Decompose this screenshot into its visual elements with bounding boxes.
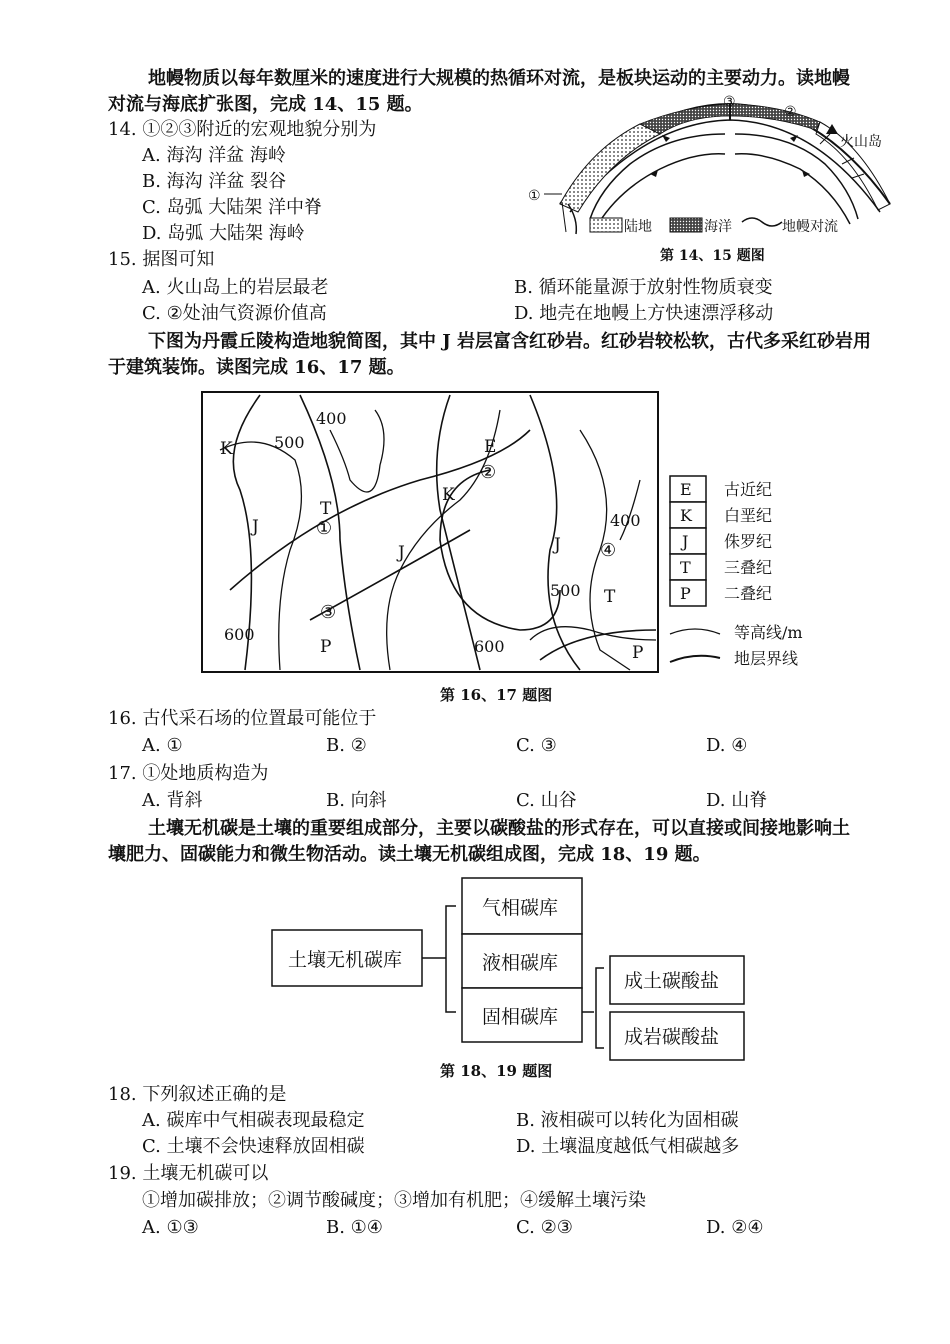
stratum-J-center: J [398, 543, 405, 563]
bracket-right [596, 968, 604, 1048]
stratum-J-west: J [252, 517, 259, 537]
volcano-island-label: 火山岛 [840, 134, 882, 150]
contour-label-600-south: 600 [474, 637, 505, 656]
question-15-option-b: B. 循环能量源于放射性物质衰变 [514, 277, 773, 298]
legend-name-P: 二叠纪 [724, 584, 773, 603]
intro-paragraph-1-line-1: 地幔物质以每年数厘米的速度进行大规模的热循环对流，是板块运动的主要动力。读地幔 [148, 68, 850, 89]
question-17-stem: 17. ①处地质构造为 [108, 763, 269, 784]
stratum-P-south: P [320, 637, 332, 657]
legend-mantle-symbol [742, 218, 782, 226]
question-16-stem: 16. 古代采石场的位置最可能位于 [108, 708, 377, 729]
label-liquid-carbon-pool: 液相碳库 [482, 952, 559, 974]
legend-code-P: P [680, 584, 691, 603]
legend-land-swatch [590, 218, 622, 232]
question-19-option-d: D. ②④ [706, 1217, 764, 1238]
question-18-option-c: C. 土壤不会快速释放固相碳 [142, 1136, 365, 1157]
contour-label-400-north: 400 [316, 409, 347, 428]
legend-contour-label: 等高线/m [734, 623, 803, 642]
question-16-option-b: B. ② [326, 735, 367, 756]
site-1: ① [316, 518, 333, 539]
label-solid-carbon-pool: 固相碳库 [482, 1006, 559, 1028]
legend-code-T: T [680, 558, 691, 577]
question-15-stem: 15. 据图可知 [108, 249, 215, 270]
question-18-stem: 18. 下列叙述正确的是 [108, 1084, 287, 1105]
legend-name-K: 白垩纪 [724, 506, 773, 525]
legend-code-K: K [680, 506, 692, 525]
intro-paragraph-3-line-1: 土壤无机碳是土壤的重要组成部分，主要以碳酸盐的形式存在，可以直接或间接地影响土 [148, 818, 850, 839]
question-14-option-b: B. 海沟 洋盆 裂谷 [142, 171, 287, 192]
question-15-option-d: D. 地壳在地幔上方快速漂浮移动 [514, 303, 774, 324]
land-left [560, 124, 660, 212]
contour-label-500-east: 500 [550, 581, 581, 600]
label-3: ③ [723, 94, 736, 110]
label-gas-carbon-pool: 气相碳库 [482, 897, 559, 919]
figure-18-19-caption: 第 18、19 题图 [440, 1062, 553, 1080]
intro-paragraph-1-line-2: 对流与海底扩张图，完成 14、15 题。 [108, 94, 423, 115]
question-17-option-b: B. 向斜 [326, 790, 387, 811]
question-18-option-d: D. 土壤温度越低气相碳越多 [516, 1136, 740, 1157]
stratum-T-center: T [320, 499, 332, 519]
stratum-K-northwest: K [220, 439, 233, 459]
question-19-statements: ①增加碳排放；②调节酸碱度；③增加有机肥；④缓解土壤污染 [142, 1190, 646, 1211]
label-soil-carbonate: 成土碳酸盐 [624, 970, 720, 992]
figure-16-17-caption: 第 16、17 题图 [440, 686, 553, 704]
contour-label-600-west: 600 [224, 625, 255, 644]
legend-land-label: 陆地 [624, 219, 652, 235]
legend-mantle-label: 地幔对流 [782, 219, 838, 235]
label-2: ② [784, 104, 797, 120]
stratum-E-north: E [484, 437, 497, 457]
soil-inorganic-carbon-diagram [260, 872, 780, 1062]
legend-boundary-label: 地层界线 [734, 649, 799, 668]
legend-name-J: 侏罗纪 [724, 532, 773, 551]
contour-label-400-east: 400 [610, 511, 641, 530]
legend-name-T: 三叠纪 [724, 558, 773, 577]
stratum-P-southeast: P [632, 643, 644, 663]
question-16-option-d: D. ④ [706, 735, 748, 756]
site-3: ③ [320, 602, 337, 623]
label-soil-inorganic-carbon-pool: 土壤无机碳库 [288, 949, 403, 971]
intro-paragraph-3-line-2: 壤肥力、固碳能力和微生物活动。读土壤无机碳组成图，完成 18、19 题。 [108, 844, 711, 865]
question-17-option-c: C. 山谷 [516, 790, 577, 811]
question-14-option-c: C. 岛弧 大陆架 洋中脊 [142, 197, 323, 218]
legend-boundary-symbol [670, 656, 720, 662]
question-19-option-b: B. ①④ [326, 1217, 383, 1238]
intro-paragraph-2-line-1: 下图为丹霞丘陵构造地貌简图，其中 J 岩层富含红砂岩。红砂岩较松软，古代多采红砂岩用 [148, 331, 872, 352]
question-15-option-c: C. ②处油气资源价值高 [142, 303, 327, 324]
question-14-stem: 14. ①②③附近的宏观地貌分别为 [108, 119, 377, 140]
question-16-option-a: A. ① [142, 735, 183, 756]
question-19-option-c: C. ②③ [516, 1217, 573, 1238]
question-17-option-a: A. 背斜 [142, 790, 203, 811]
legend-code-E: E [680, 480, 692, 499]
legend-contour-symbol [670, 629, 720, 634]
stratum-K-center: K [442, 485, 455, 505]
question-18-option-a: A. 碳库中气相碳表现最稳定 [142, 1110, 365, 1131]
site-4: ④ [600, 540, 617, 561]
contour-label-500-west: 500 [274, 433, 305, 452]
label-rock-carbonate: 成岩碳酸盐 [624, 1026, 720, 1048]
bracket-left [446, 906, 456, 1012]
mantle-convection-figure [520, 94, 900, 270]
question-19-stem: 19. 土壤无机碳可以 [108, 1163, 269, 1184]
question-16-option-c: C. ③ [516, 735, 557, 756]
site-2: ② [480, 462, 497, 483]
figure-14-15-caption: 第 14、15 题图 [660, 248, 765, 264]
danxia-geologic-map [200, 390, 820, 680]
question-14-option-a: A. 海沟 洋盆 海岭 [142, 145, 286, 166]
legend-ocean-swatch [670, 218, 702, 232]
intro-paragraph-2-line-2: 于建筑装饰。读图完成 16、17 题。 [108, 357, 405, 378]
question-14-option-d: D. 岛弧 大陆架 海岭 [142, 223, 305, 244]
question-18-option-b: B. 液相碳可以转化为固相碳 [516, 1110, 739, 1131]
question-19-option-a: A. ①③ [142, 1217, 199, 1238]
stratum-J-east: J [554, 535, 561, 555]
question-17-option-d: D. 山脊 [706, 790, 768, 811]
label-1: ① [528, 188, 541, 204]
legend-ocean-label: 海洋 [704, 219, 732, 235]
volcano-island-symbol [826, 124, 838, 134]
question-15-option-a: A. 火山岛上的岩层最老 [142, 277, 329, 298]
convection-right-bottom [735, 154, 850, 224]
legend-name-E: 古近纪 [724, 480, 773, 499]
legend-code-J: J [682, 532, 689, 551]
map-legend [670, 476, 803, 668]
stratum-T-east: T [604, 587, 616, 607]
